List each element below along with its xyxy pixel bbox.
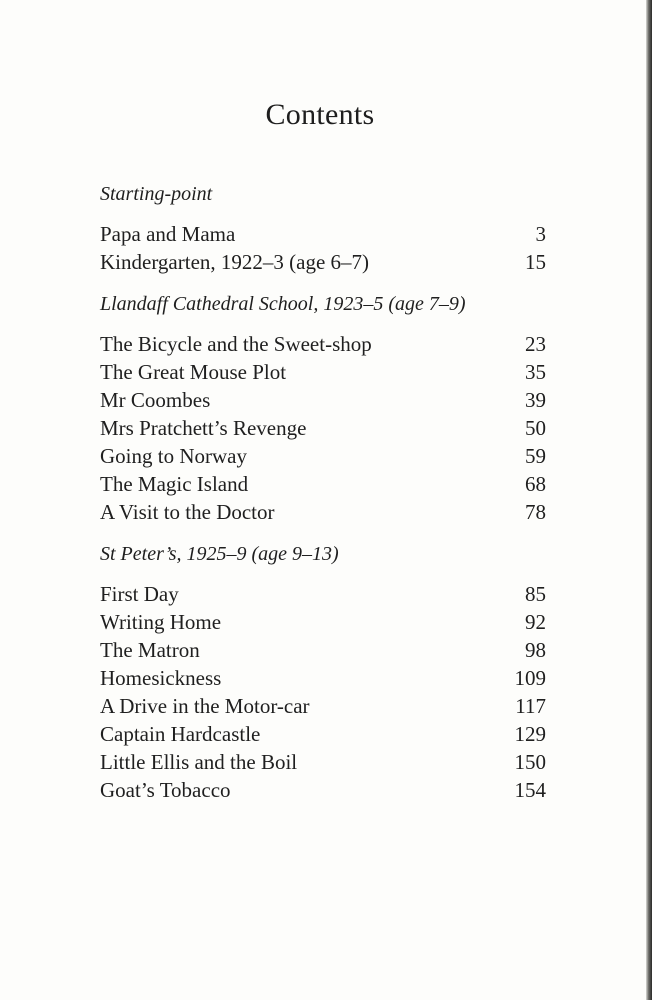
- page-title: Contents: [265, 98, 375, 131]
- toc-entry: [100, 386, 546, 414]
- entry-title: Papa and Mama: [100, 222, 236, 246]
- entry-title: A Visit to the Doctor: [100, 500, 275, 524]
- toc-entry: [100, 720, 546, 748]
- entry-title: Captain Hardcastle: [100, 722, 261, 746]
- toc-section-llandaff: [100, 290, 546, 526]
- section-spacer: [100, 526, 546, 540]
- toc-entry: [100, 414, 546, 442]
- entry-page-number: 109: [514, 666, 546, 690]
- section-spacer: [100, 276, 546, 290]
- entry-title: The Matron: [100, 638, 200, 662]
- entry-page-number: 129: [514, 722, 546, 746]
- entry-page-number: 35: [525, 360, 546, 384]
- entry-title: First Day: [100, 582, 179, 606]
- entry-title: The Bicycle and the Sweet-shop: [100, 332, 372, 356]
- toc-entry: [100, 580, 546, 608]
- toc-entry: [100, 498, 546, 526]
- toc-entry: [100, 358, 546, 386]
- entry-page-number: 15: [525, 250, 546, 274]
- entry-page-number: 92: [525, 610, 546, 634]
- entry-title: The Great Mouse Plot: [100, 360, 287, 384]
- entry-title: Mr Coombes: [100, 388, 211, 412]
- entry-page-number: 117: [515, 694, 546, 718]
- entry-page-number: 68: [525, 472, 546, 496]
- entry-title: The Magic Island: [100, 472, 249, 496]
- entry-title: Writing Home: [100, 610, 222, 634]
- entry-page-number: 78: [525, 500, 546, 524]
- section-heading: Llandaff Cathedral School, 1923–5 (age 7–9): [100, 293, 466, 315]
- toc-section-st-peters: [100, 540, 546, 804]
- toc-entry: [100, 608, 546, 636]
- entry-page-number: 59: [525, 444, 546, 468]
- toc-entry: [100, 220, 546, 248]
- table-of-contents: [100, 180, 546, 804]
- entry-title: Kindergarten, 1922–3 (age 6–7): [100, 250, 370, 274]
- toc-entry: [100, 636, 546, 664]
- page-edge-shadow: [646, 0, 652, 1000]
- toc-entry: [100, 692, 546, 720]
- entry-page-number: 23: [525, 332, 546, 356]
- toc-entry: [100, 748, 546, 776]
- entry-page-number: 85: [525, 582, 546, 606]
- entry-title: Little Ellis and the Boil: [100, 750, 298, 774]
- entry-title: Mrs Pratchett’s Revenge: [100, 416, 307, 440]
- entry-page-number: 150: [514, 750, 546, 774]
- toc-entry: [100, 664, 546, 692]
- section-heading: Starting-point: [100, 183, 213, 205]
- toc-section-starting-point: [100, 180, 546, 276]
- entry-page-number: 39: [525, 388, 546, 412]
- entry-title: Going to Norway: [100, 444, 247, 468]
- toc-entry: [100, 330, 546, 358]
- entry-page-number: 98: [525, 638, 546, 662]
- entry-page-number: 3: [535, 222, 546, 246]
- entry-title: Goat’s Tobacco: [100, 778, 231, 802]
- toc-entry: [100, 470, 546, 498]
- entry-title: Homesickness: [100, 666, 222, 690]
- entry-page-number: 50: [525, 416, 546, 440]
- toc-entry: [100, 776, 546, 804]
- entry-title: A Drive in the Motor-car: [100, 694, 310, 718]
- section-heading: St Peter’s, 1925–9 (age 9–13): [100, 543, 339, 565]
- entry-page-number: 154: [514, 778, 546, 802]
- toc-entry: [100, 248, 546, 276]
- toc-entry: [100, 442, 546, 470]
